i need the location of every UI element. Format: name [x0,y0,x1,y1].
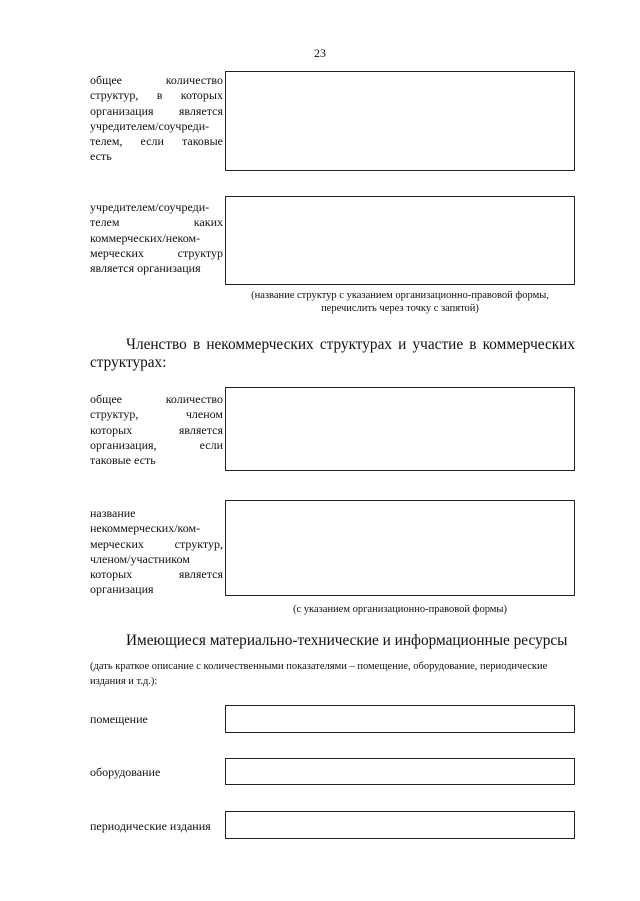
label-line: телем каких [90,215,223,230]
label-line: учредителем/соучреди- [90,200,210,214]
membership-names-note: (с указанием организационно-правовой формы) [293,604,507,615]
label-line: которых является [90,422,223,437]
membership-names-field[interactable] [225,500,575,596]
membership-count-label [90,392,223,468]
label-line: является организация [90,261,201,276]
label-line: членом/участником [90,551,190,566]
periodicals-label: периодические издания [90,819,211,833]
founder-count-field[interactable] [225,71,575,171]
founder-names-label [90,200,223,276]
label-line: мерческих структур [90,245,223,260]
premises-field[interactable] [225,705,575,733]
label-line: которых является [90,567,223,582]
label-line: структур, в которых [90,88,223,103]
founder-count-label [90,73,223,165]
label-line: организация [90,582,154,597]
founder-names-note [225,289,575,315]
founder-names-field[interactable] [225,196,575,285]
equipment-label: оборудование [90,765,161,779]
label-line: структур, членом [90,407,223,422]
page-number: 23 [314,46,326,60]
label-line: организация является [90,103,223,118]
membership-count-field[interactable] [225,387,575,471]
label-line: организация, если [90,437,223,452]
premises-label: помещение [90,712,148,726]
note-line: перечислить через точку с запятой) [321,303,479,314]
label-line: мерческих структур, [90,536,223,551]
membership-names-label [90,506,223,598]
label-line: телем, если таковые [90,134,223,149]
resources-heading: Имеющиеся материально-технические и информационные ресурсы [126,632,568,649]
label-line: общее количество [90,392,223,406]
resources-subheading: (дать краткое описание с количественными показателями – помещение, оборудование, периодические издания и т.д.): [90,661,548,687]
label-line: коммерческих/неком- [90,230,201,245]
label-line: некоммерческих/ком- [90,521,201,536]
label-line: название [90,506,136,520]
label-line: есть [90,149,112,164]
label-line: общее количество [90,73,223,87]
label-line: учредителем/соучреди- [90,118,210,133]
membership-heading: Членство в некоммерческих структурах и участие в коммерческих структурах: [90,336,575,371]
periodicals-field[interactable] [225,811,575,839]
equipment-field[interactable] [225,758,575,785]
label-line: таковые есть [90,453,156,468]
note-line: (название структур с указанием организационно-правовой формы, [251,290,549,301]
